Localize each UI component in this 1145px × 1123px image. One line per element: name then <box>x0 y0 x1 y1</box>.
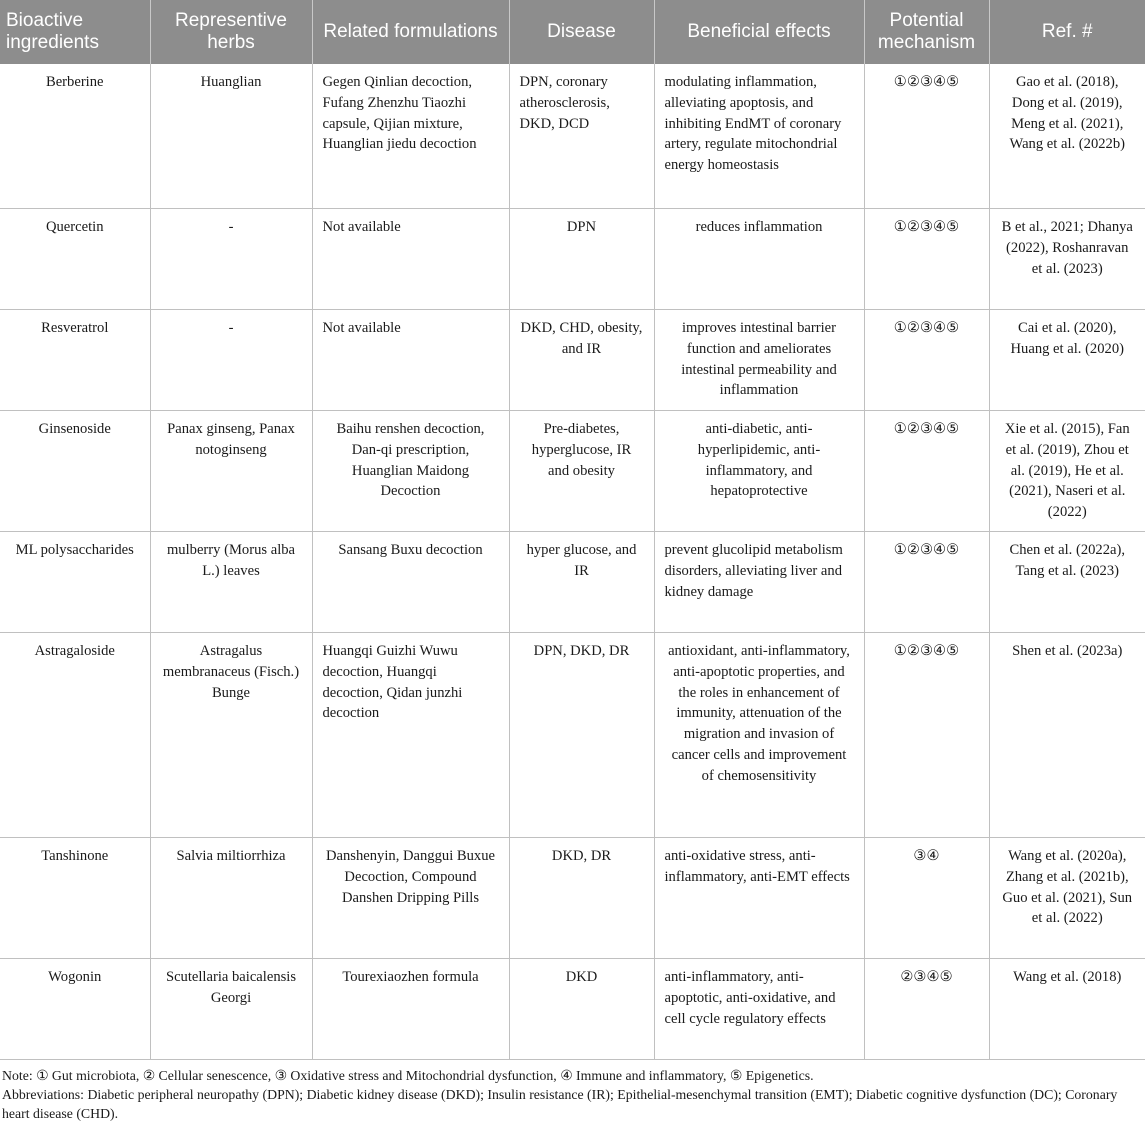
header-potential-mechanism: Potential mechanism <box>864 0 989 64</box>
cell-formulations: Not available <box>312 209 509 310</box>
cell-mechanism: ①②③④⑤ <box>864 209 989 310</box>
header-representive-herbs: Representive herbs <box>150 0 312 64</box>
header-beneficial-effects: Beneficial effects <box>654 0 864 64</box>
cell-ingredient: ML polysaccharides <box>0 532 150 633</box>
cell-disease: DPN, DKD, DR <box>509 633 654 838</box>
cell-formulations: Sansang Buxu decoction <box>312 532 509 633</box>
cell-effects: reduces inflammation <box>654 209 864 310</box>
cell-formulations: Huangqi Guizhi Wuwu decoction, Huangqi decoction, Qidan junzhi decoction <box>312 633 509 838</box>
header-bioactive-ingredients: Bioactive ingredients <box>0 0 150 64</box>
cell-ref: B et al., 2021; Dhanya (2022), Roshanravan et al. (2023) <box>989 209 1145 310</box>
cell-disease: DPN, coronary atherosclerosis, DKD, DCD <box>509 64 654 209</box>
cell-ref: Gao et al. (2018), Dong et al. (2019), Meng et al. (2021), Wang et al. (2022b) <box>989 64 1145 209</box>
cell-formulations: Tourexiaozhen formula <box>312 959 509 1060</box>
cell-ref: Cai et al. (2020), Huang et al. (2020) <box>989 310 1145 411</box>
cell-effects: improves intestinal barrier function and ameliorates intestinal permeability and inflammation <box>654 310 864 411</box>
cell-ingredient: Berberine <box>0 64 150 209</box>
table-row <box>0 838 1145 959</box>
table-row <box>0 310 1145 411</box>
cell-ingredient: Resveratrol <box>0 310 150 411</box>
cell-formulations: Baihu renshen decoction, Dan-qi prescription, Huanglian Maidong Decoction <box>312 411 509 532</box>
cell-disease: DPN <box>509 209 654 310</box>
cell-ingredient: Tanshinone <box>0 838 150 959</box>
cell-ref: Wang et al. (2020a), Zhang et al. (2021b), Guo et al. (2021), Sun et al. (2022) <box>989 838 1145 959</box>
cell-formulations: Not available <box>312 310 509 411</box>
cell-ref: Shen et al. (2023a) <box>989 633 1145 838</box>
cell-mechanism: ①②③④⑤ <box>864 633 989 838</box>
cell-effects: anti-diabetic, anti-hyperlipidemic, anti-inflammatory, and hepatoprotective <box>654 411 864 532</box>
header-row <box>0 0 1145 64</box>
cell-herbs: Salvia miltiorrhiza <box>150 838 312 959</box>
cell-disease: DKD, DR <box>509 838 654 959</box>
table-row <box>0 64 1145 209</box>
cell-mechanism: ①②③④⑤ <box>864 64 989 209</box>
cell-ref: Xie et al. (2015), Fan et al. (2019), Zhou et al. (2019), He et al. (2021), Naseri et al. (2022) <box>989 411 1145 532</box>
cell-formulations: Danshenyin, Danggui Buxue Decoction, Compound Danshen Dripping Pills <box>312 838 509 959</box>
mechanism-note: Note: ① Gut microbiota, ② Cellular senescence, ③ Oxidative stress and Mitochondrial dysfunction, ④ Immune and inflammatory, ⑤ Epigenetics. <box>2 1068 814 1083</box>
table-row <box>0 411 1145 532</box>
cell-herbs: mulberry (Morus alba L.) leaves <box>150 532 312 633</box>
header-ref: Ref. # <box>989 0 1145 64</box>
header-related-formulations: Related formulations <box>312 0 509 64</box>
cell-effects: prevent glucolipid metabolism disorders, alleviating liver and kidney damage <box>654 532 864 633</box>
cell-ingredient: Astragaloside <box>0 633 150 838</box>
table-row <box>0 959 1145 1060</box>
cell-disease: DKD, CHD, obesity, and IR <box>509 310 654 411</box>
cell-herbs: Huanglian <box>150 64 312 209</box>
table-footnotes <box>0 1060 1145 1123</box>
cell-disease: DKD <box>509 959 654 1060</box>
cell-ref: Wang et al. (2018) <box>989 959 1145 1060</box>
cell-disease: Pre-diabetes, hyperglucose, IR and obesity <box>509 411 654 532</box>
cell-herbs: Scutellaria baicalensis Georgi <box>150 959 312 1060</box>
cell-effects: modulating inflammation, alleviating apoptosis, and inhibiting EndMT of coronary artery, regulate mitochondrial energy homeostasis <box>654 64 864 209</box>
cell-mechanism: ③④ <box>864 838 989 959</box>
cell-mechanism: ②③④⑤ <box>864 959 989 1060</box>
cell-disease: hyper glucose, and IR <box>509 532 654 633</box>
cell-formulations: Gegen Qinlian decoction, Fufang Zhenzhu Tiaozhi capsule, Qijian mixture, Huanglian jiedu decoction <box>312 64 509 209</box>
cell-mechanism: ①②③④⑤ <box>864 532 989 633</box>
header-disease: Disease <box>509 0 654 64</box>
table-row <box>0 532 1145 633</box>
cell-ingredient: Quercetin <box>0 209 150 310</box>
cell-ingredient: Wogonin <box>0 959 150 1060</box>
cell-herbs: Astragalus membranaceus (Fisch.) Bunge <box>150 633 312 838</box>
cell-mechanism: ①②③④⑤ <box>864 310 989 411</box>
cell-effects: antioxidant, anti-inflammatory, anti-apoptotic properties, and the roles in enhancement of immunity, attenuation of the migration and invasion of cancer cells and improvement of chemosensitivity <box>654 633 864 838</box>
table-row <box>0 209 1145 310</box>
abbreviations-note: Abbreviations: Diabetic peripheral neuropathy (DPN); Diabetic kidney disease (DKD); Insulin resistance (IR); Epithelial-mesenchymal transition (EMT); Diabetic cognitive dysfunction (DC); Coronary heart disease (CHD). <box>2 1087 1118 1121</box>
table-row <box>0 633 1145 838</box>
cell-herbs: - <box>150 310 312 411</box>
cell-ref: Chen et al. (2022a), Tang et al. (2023) <box>989 532 1145 633</box>
cell-ingredient: Ginsenoside <box>0 411 150 532</box>
cell-herbs: Panax ginseng, Panax notoginseng <box>150 411 312 532</box>
cell-effects: anti-inflammatory, anti-apoptotic, anti-oxidative, and cell cycle regulatory effects <box>654 959 864 1060</box>
cell-mechanism: ①②③④⑤ <box>864 411 989 532</box>
cell-effects: anti-oxidative stress, anti-inflammatory, anti-EMT effects <box>654 838 864 959</box>
cell-herbs: - <box>150 209 312 310</box>
